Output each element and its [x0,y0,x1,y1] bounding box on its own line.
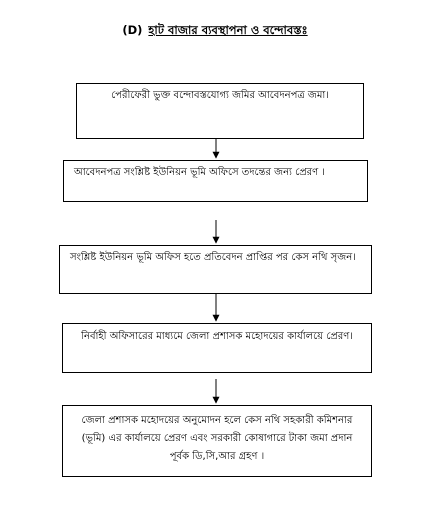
step-box-3 [59,245,372,294]
step-text-1: পেরীফেরী ভুক্ত বন্দোবস্তযোগ্য জমির আবেদনপত্র জমা। [111,90,329,101]
step-text-5: জেলা প্রশাসক মহোদয়ের অনুমোদন হলে কেস নথি সহকারী কমিশনার (ভূমি) এর কার্যালয়ে প্রেরণ এবং সরকারী কোষাগারে টাকা জমা প্রদান পূর্বক ডি,সি,আর গ্রহণ । [81,415,353,462]
step-text-2: আবেদনপত্র সংশ্লিষ্ট ইউনিয়ন ভূমি অফিসে তদন্তের জন্য প্রেরণ । [74,167,325,178]
title-text: হাট বাজার ব্যবস্থাপনা ও বন্দোবস্তঃ [148,23,308,37]
section-label: (D) [122,23,143,37]
step-box-5 [62,405,372,477]
step-box-1 [76,83,364,139]
step-box-2 [63,160,368,202]
step-text-3: সংশ্লিষ্ট ইউনিয়ন ভূমি অফিস হতে প্রতিবেদন প্রাপ্তির পর কেস নথি সৃজন। [70,252,356,263]
step-text-4: নির্বাহী অফিসারের মাধ্যমে জেলা প্রশাসক মহোদয়ের কার্যালয়ে প্রেরণ। [81,331,353,342]
step-box-4 [62,323,372,373]
